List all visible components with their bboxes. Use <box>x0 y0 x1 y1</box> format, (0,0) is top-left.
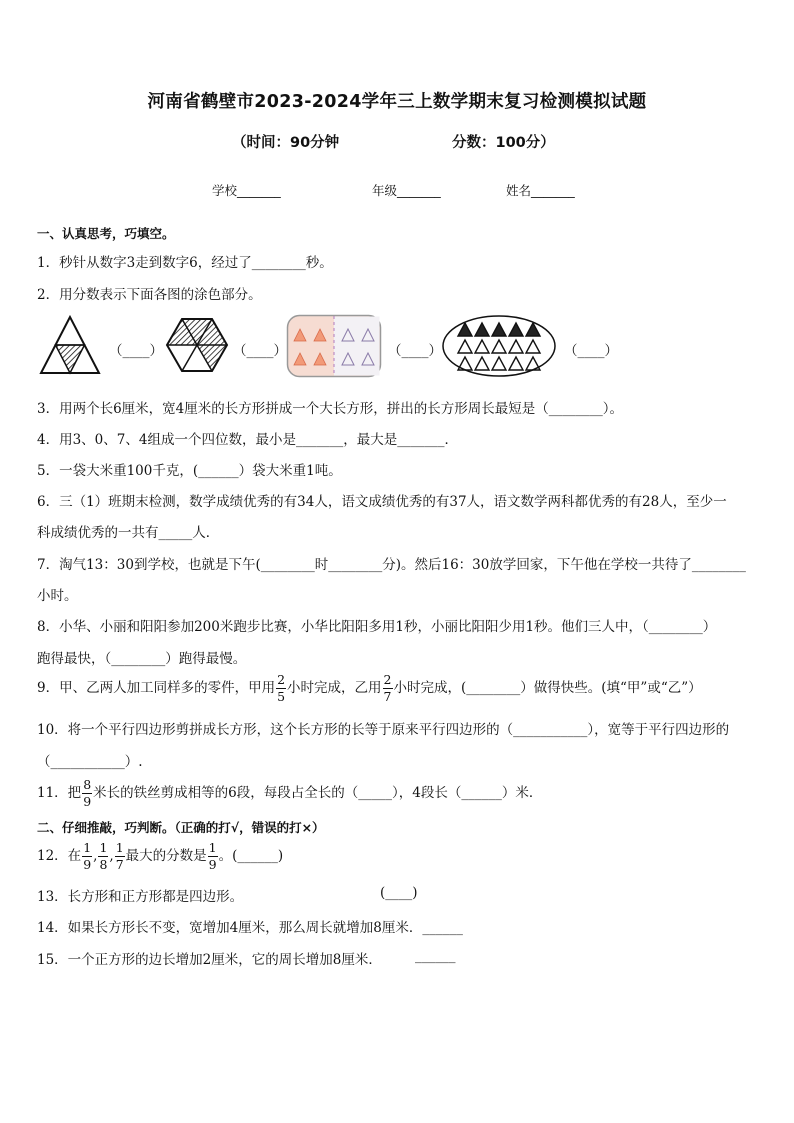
q2-answer-blank-3[interactable]: （____） <box>388 343 442 359</box>
question-10-line-1: 10．将一个平行四边形剪拼成长方形，这个长方形的长等于原来平行四边形的（___________），宽等于平行四边形的 <box>37 722 730 738</box>
question-15: 15．一个正方形的边长增加2厘米，它的周长增加8厘米． <box>37 952 382 968</box>
triangles-box-figure <box>286 314 382 378</box>
question-4: 4．用3、0、7、4组成一个四位数，最小是_______，最大是_______． <box>37 432 458 448</box>
question-5: 5．一袋大米重100千克，(______）袋大米重1吨。 <box>37 463 342 479</box>
q11-text-b: 米长的铁丝剪成相等的6段，每段占全长的（_____），4段长（______）米． <box>93 785 543 801</box>
grade-field: 年级_______ <box>372 183 441 198</box>
shaded-triangle <box>492 323 506 336</box>
q12-fraction-answer: $\frac{1}{9}$ <box>208 840 217 872</box>
question-9 <box>37 670 702 706</box>
q15-answer-blank[interactable]: ______ <box>415 948 456 964</box>
question-8-line-1: 8．小华、小丽和阳阳参加200米跑步比赛，小华比阳阳多用1秒，小丽比阳阳少用1秒。他们三人中，（________） <box>37 619 717 635</box>
q11-text-a: 11．把 <box>37 785 82 801</box>
q12-text-b: 最大的分数是 <box>125 848 207 864</box>
outline-triangle <box>492 340 506 353</box>
q9-text-b: 小时完成，乙用 <box>287 680 382 696</box>
q2-answer-blank-2[interactable]: （____） <box>233 343 287 359</box>
q9-fraction-2: $\frac{2}{7}$ <box>383 672 392 704</box>
outline-triangle <box>492 357 506 370</box>
question-12: 12．在 $\frac{1}{9}$ , $\frac{1}{8}$ , $\frac{1}{7}$ 最大的分数是 $\frac{1}{9}$ 。(______) <box>37 840 284 872</box>
question-6-line-2: 科成绩优秀的一共有_____人． <box>37 525 220 541</box>
exam-score: 分数：100分） <box>452 135 555 151</box>
question-10-line-2: （___________）. <box>37 754 143 770</box>
question-11 <box>37 775 542 811</box>
shaded-hexagon-figure <box>164 316 230 374</box>
q13-answer-blank[interactable]: (____) <box>380 885 418 901</box>
triangles-oval-figure <box>441 314 557 378</box>
q11-fraction: $\frac{8}{9}$ <box>83 777 92 809</box>
school-field: 学校_______ <box>212 183 281 198</box>
question-6-line-1: 6．三（1）班期末检测，数学成绩优秀的有34人，语文成绩优秀的有37人，语文数学两科都优秀的有28人，至少一 <box>37 494 727 510</box>
q2-answer-blank-4[interactable]: （____） <box>564 343 618 359</box>
question-13: 13．长方形和正方形都是四边形。 <box>37 889 244 905</box>
question-1: 1．秒针从数字3走到数字6，经过了________秒。 <box>37 255 333 271</box>
outline-triangle <box>509 357 523 370</box>
q9-fraction-1: $\frac{2}{5}$ <box>277 672 286 704</box>
q9-text-c: 小时完成，(________）做得快些。(填“甲”或“乙”） <box>393 680 702 696</box>
q12-text-c: 。(______) <box>218 848 284 864</box>
outline-triangle <box>509 340 523 353</box>
section-1-heading: 一、认真思考，巧填空。 <box>37 226 175 241</box>
question-7-line-1: 7．淘气13：30到学校，也就是下午(________时________分)。然后16：30放学回家，下午他在学校一共待了________ <box>37 557 746 573</box>
q12-fraction-3: $\frac{1}{7}$ <box>115 840 124 872</box>
q2-answer-blank-1[interactable]: （____） <box>109 343 163 359</box>
question-3: 3．用两个长6厘米，宽4厘米的长方形拼成一个大长方形，拼出的长方形周长最短是（________）。 <box>37 401 624 417</box>
exam-time: （时间：90分钟 <box>232 135 340 151</box>
shaded-triangle <box>509 323 523 336</box>
outline-triangle <box>458 340 472 353</box>
question-8-line-2: 跑得最快，（________）跑得最慢。 <box>37 651 247 667</box>
triangle-group <box>458 323 540 370</box>
page-title: 河南省鹤壁市2023-2024学年三上数学期末复习检测模拟试题 <box>147 92 647 112</box>
outline-triangle <box>475 340 489 353</box>
outline-triangle <box>526 340 540 353</box>
name-field: 姓名_______ <box>506 183 575 198</box>
shaded-triangle-figure <box>38 314 102 376</box>
q12-fraction-1: $\frac{1}{9}$ <box>83 840 92 872</box>
question-7-line-2: 小时。 <box>37 588 78 604</box>
outline-triangle <box>475 357 489 370</box>
q9-text-a: 9．甲、乙两人加工同样多的零件，甲用 <box>37 680 276 696</box>
question-2: 2．用分数表示下面各图的涂色部分。 <box>37 287 262 303</box>
q12-fraction-2: $\frac{1}{8}$ <box>99 840 108 872</box>
question-14: 14．如果长方形长不变，宽增加4厘米，那么周长就增加8厘米．______ <box>37 920 463 936</box>
section-2-heading: 二、仔细推敲，巧判断。（正确的打√，错误的打×） <box>37 820 325 835</box>
shaded-triangle <box>475 323 489 336</box>
q12-text-a: 12．在 <box>37 848 82 864</box>
